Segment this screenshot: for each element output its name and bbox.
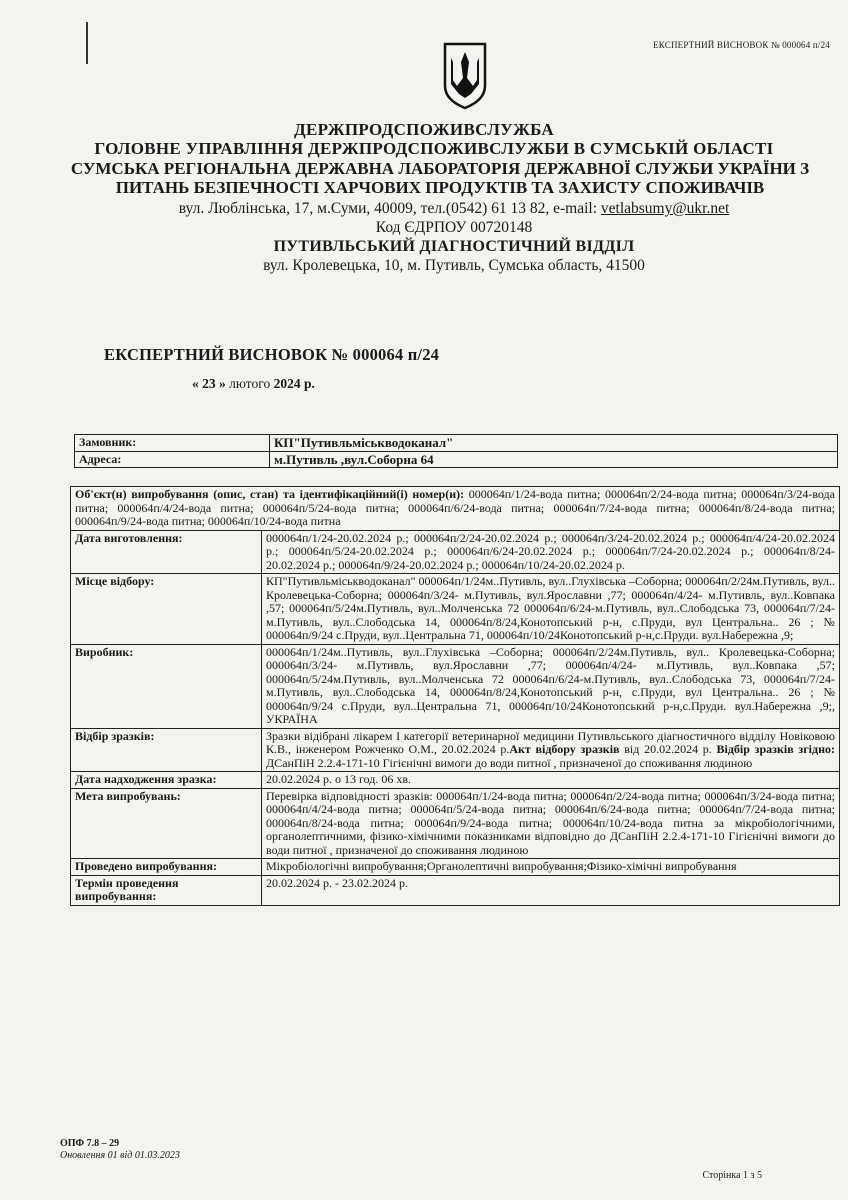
sampling-text-3: ДСанПіН 2.2.4-171-10 Гігієнічні вимоги до води питної , призначеної до споживання людиною xyxy=(266,755,753,770)
address-value: м.Путивль ,вул.Соборна 64 xyxy=(270,451,838,468)
object-label: Об'єкт(н) випробування (опис, стан) та ідентифікаційний(і) номер(и): xyxy=(75,487,465,501)
org-address xyxy=(30,200,848,218)
customer-table xyxy=(74,434,838,468)
table-row xyxy=(71,772,840,789)
received-value: 20.02.2024 р. о 13 год. 06 хв. xyxy=(262,772,840,789)
table-row xyxy=(71,530,840,574)
producer-label: Виробник: xyxy=(71,644,262,728)
sampling-act: Акт відбору зразків xyxy=(509,742,620,756)
page-number: Сторінка 1 з 5 xyxy=(702,1170,762,1181)
date-day: « 23 » xyxy=(192,376,226,391)
sampling-label: Відбір зразків: xyxy=(71,728,262,772)
tests-value: Мікробіологічні випробування;Органолептичні випробування;Фізико-хімічні випробування xyxy=(262,859,840,876)
date-month: лютого xyxy=(225,376,274,391)
table-row xyxy=(71,487,840,531)
org-name-3: СУМСЬКА РЕГІОНАЛЬНА ДЕРЖАВНА ЛАБОРАТОРІЯ ДЕРЖАВНОЇ СЛУЖБИ УКРАЇНИ З ПИТАНЬ БЕЗПЕЧНОСТІ ХАРЧОВИХ ПРОДУКТІВ ТА ЗАХИСТУ СПОЖИВАЧІВ xyxy=(70,159,810,197)
customer-value: КП"Путивльміськводоканал" xyxy=(270,435,838,452)
table-row xyxy=(71,788,840,859)
form-revision: Оновлення 01 від 01.03.2023 xyxy=(60,1150,180,1161)
address-label: Адреса: xyxy=(75,451,270,468)
tests-label: Проведено випробування: xyxy=(71,859,262,876)
table-row xyxy=(75,451,838,468)
object-cell xyxy=(71,487,840,531)
conclusion-date xyxy=(192,376,315,392)
place-label: Місце відбору: xyxy=(71,574,262,645)
object-value: 000064п/1/24-вода питна; 000064п/2/24-вода питна; 000064п/3/24-вода питна; 000064п/4/24-вода питна; 000064п/5/24-вода питна; 000064п/6/24-вода питна; 000064п/7/24-вода питна; 000064п/8/24-вода питна; 000064п/9/24-вода питна; 000064п/10/24-вода питна xyxy=(75,487,835,528)
purpose-value: Перевірка відповідності зразків: 000064п/1/24-вода питна; 000064п/2/24-вода питна; 000064п/3/24-вода питна; 000064п/4/24-вода питна; 000064п/5/24-вода питна; 000064п/6/24-вода питна; 000064п/7/24-вода питна; 000064п/8/24-вода питна; 000064п/9/24-вода питна; 000064п/10/24-вода питна за мікробіологічними, органолептичними, фізико-хімічними показниками відповідно до ДСанПіН 2.2.4-171-10 Гігієнічні вимоги до води питної , призначеної до споживання людиною xyxy=(262,788,840,859)
table-row xyxy=(71,859,840,876)
division-address: вул. Кролевецька, 10, м. Путивль, Сумська область, 41500 xyxy=(263,257,645,274)
form-code: ОПФ 7.8 – 29 xyxy=(60,1138,120,1149)
date-year: 2024 р. xyxy=(273,376,315,391)
doc-ref-header: ЕКСПЕРТНИЙ ВИСНОВОК № 000064 п/24 xyxy=(653,40,830,50)
conclusion-title: ЕКСПЕРТНИЙ ВИСНОВОК № 000064 п/24 xyxy=(104,345,440,364)
scan-edge-line xyxy=(86,22,88,64)
place-value: КП"Путивльміськводоканал" 000064п/1/24м..Путивль, вул..Глухівська –Соборна; 000064п/2/24м.Путивль, вул.. Кролевецька-Соборна; 000064п/3/24- м.Путивль, вул.Ярославни ,77; 000064п/4/24- м.Путивль, вул..Ковпака ,57; 000064п/5/24м.Путивль, вул..Молченська 72 000064п/6/24-м.Путивль, вул..Слободська 73, 000064п/7/24- м.Путивль, вул..Слободська 14, 000064п/8/24,Конотопський р-н, с.Пруди, вул Центральна.. 26 ; № 000064п/9/24 с.Пруди, вул..Центральна 71, 000064п/10/24Конотопський р-н,с.Пруди. вул.Набережна ,9; xyxy=(262,574,840,645)
customer-label: Замовник: xyxy=(75,435,270,452)
received-label: Дата надходження зразка: xyxy=(71,772,262,789)
made-value: 000064п/1/24-20.02.2024 р.; 000064п/2/24-20.02.2024 р.; 000064п/3/24-20.02.2024 р.; 000064п/4/24-20.02.2024 р.; 000064п/5/24-20.02.2024 р.; 000064п/6/24-20.02.2024 р.; 000064п/7/24-20.02.2024 р.; 000064п/8/24-20.02.2024 р.; 000064п/9/24-20.02.2024 р.; 000064п/10/24-20.02.2024 р. xyxy=(262,530,840,574)
org-name-2: ГОЛОВНЕ УПРАВЛІННЯ ДЕРЖПРОДСПОЖИВСЛУЖБИ В СУМСЬКІЙ ОБЛАСТІ xyxy=(94,139,774,158)
made-label: Дата виготовлення: xyxy=(71,530,262,574)
details-table xyxy=(70,486,840,906)
trident-emblem-icon xyxy=(441,40,489,110)
table-row xyxy=(71,574,840,645)
sampling-according: Відбір зразків згідно: xyxy=(716,742,835,756)
sampling-text-2: від 20.02.2024 р. xyxy=(619,742,717,756)
sampling-text-1: Зразки відібрані лікарем I категорії ветеринарної медицини Путивльського діагностичного відділу Новіковою К.В., інженером Рожченко О.М., 20.02.2024 р. xyxy=(266,728,835,756)
producer-value: 000064п/1/24м..Путивль, вул..Глухівська –Соборна; 000064п/2/24м.Путивль, вул.. Кролевецька-Соборна; 000064п/3/24- м.Путивль, вул.Ярославни ,77; 000064п/4/24- м.Путивль, вул..Ковпака ,57; 000064п/5/24м.Путивль, вул..Молченська 72 000064п/6/24-м.Путивль, вул..Слободська 73, 000064п/7/24- м.Путивль, вул..Слободська 14, 000064п/8/24,Конотопський р-н, с.Пруди, вул Центральна.. 26 ; № 000064п/9/24 с.Пруди, вул..Центральна 71, 000064п/10/24Конотопський р-н,с.Пруди. вул.Набережна ,9;, УКРАЇНА xyxy=(262,644,840,728)
org-name-1: ДЕРЖПРОДСПОЖИВСЛУЖБА xyxy=(294,120,554,139)
edrpou-code: Код ЄДРПОУ 00720148 xyxy=(375,219,533,236)
sampling-value xyxy=(262,728,840,772)
footer-form xyxy=(60,1138,180,1162)
period-value: 20.02.2024 р. - 23.02.2024 р. xyxy=(262,875,840,905)
email-link[interactable]: vetlabsumy@ukr.net xyxy=(600,200,730,217)
org-address-text: вул. Люблінська, 17, м.Суми, 40009, тел.(0542) 61 13 82, e-mail: xyxy=(178,200,601,217)
table-row xyxy=(71,728,840,772)
period-label: Термін проведення випробування: xyxy=(71,875,262,905)
table-row xyxy=(75,435,838,452)
purpose-label: Мета випробувань: xyxy=(71,788,262,859)
table-row xyxy=(71,644,840,728)
table-row xyxy=(71,875,840,905)
division-name: ПУТИВЛЬСЬКИЙ ДІАГНОСТИЧНИЙ ВІДДІЛ xyxy=(273,238,635,255)
